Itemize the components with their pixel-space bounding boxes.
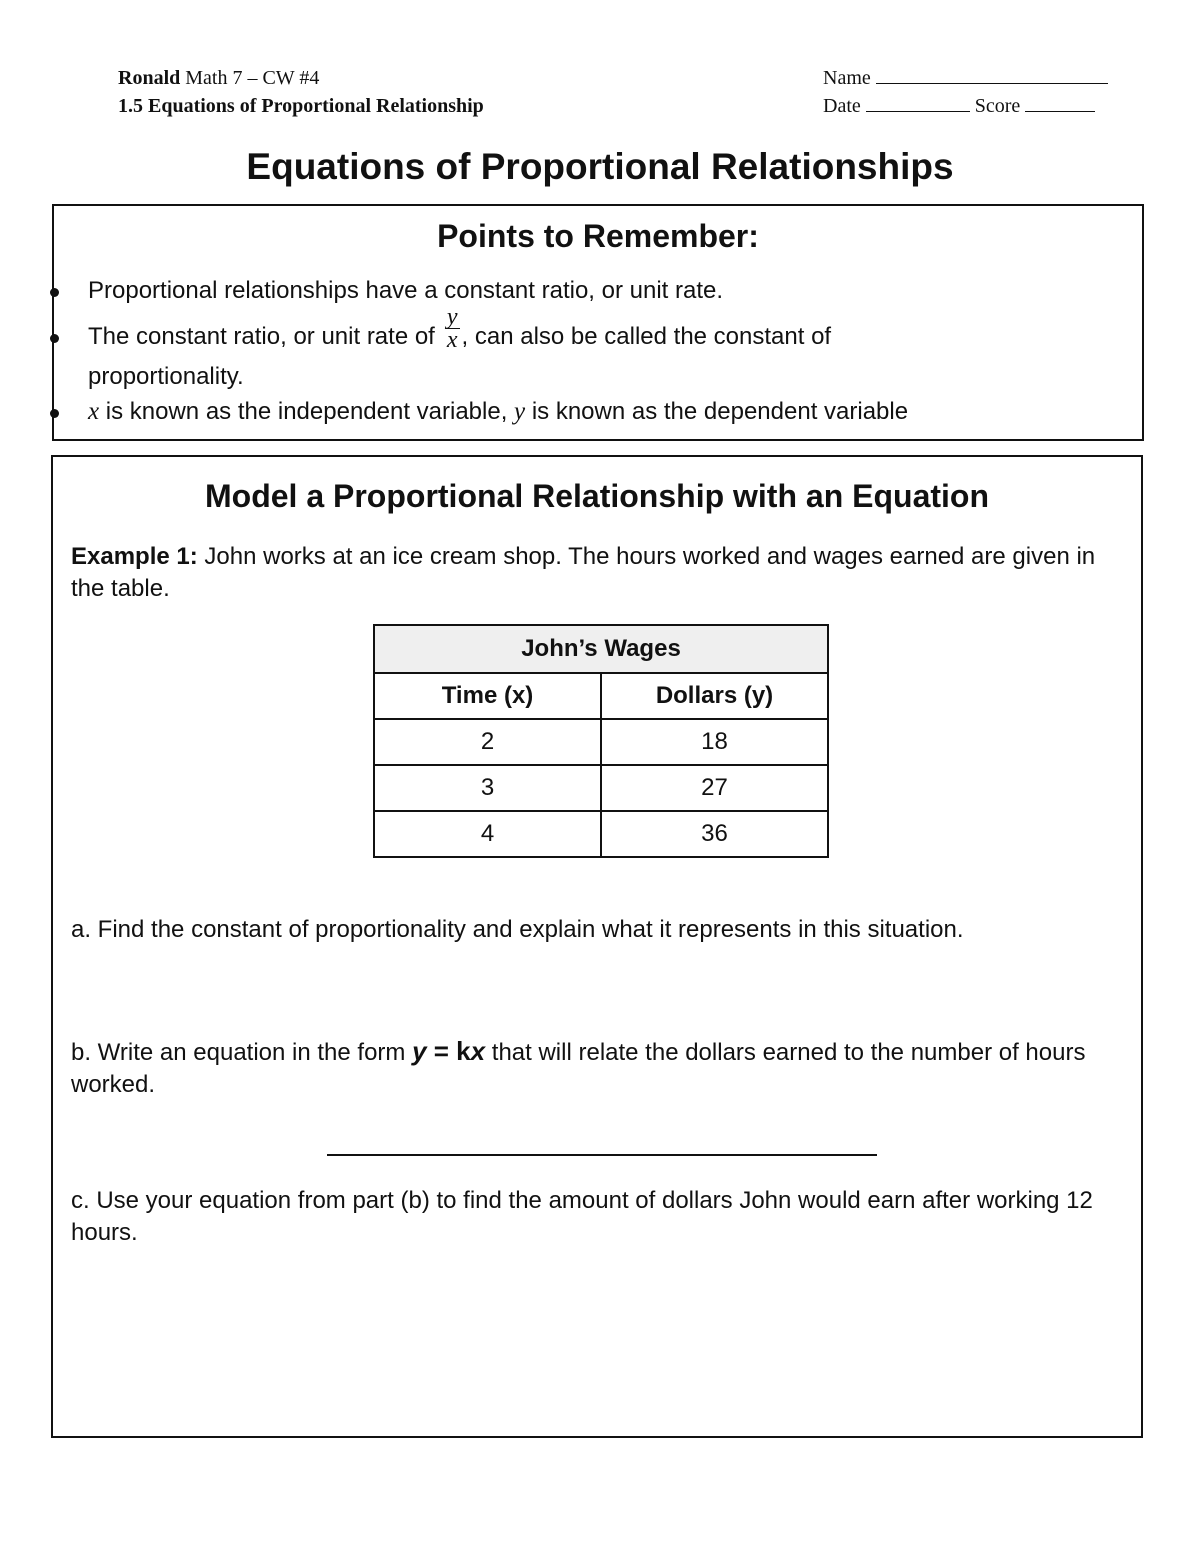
- worksheet-header-right: [823, 64, 1108, 120]
- table-cell: 3: [374, 765, 601, 811]
- fraction-denominator: x: [446, 327, 458, 354]
- fraction-numerator: y: [446, 304, 458, 331]
- bullet-dot-icon: [50, 409, 59, 418]
- column-header-time: Time (x): [374, 673, 601, 719]
- teacher-name: Ronald: [118, 67, 181, 89]
- worksheet-header-left: [118, 64, 484, 120]
- date-score-line: [823, 92, 1108, 120]
- equation-form: [412, 1036, 485, 1066]
- bullet-text: is known as the independent variable,: [99, 398, 515, 425]
- table-cell: 36: [601, 811, 828, 857]
- table-row: [374, 765, 828, 811]
- table-row: [374, 811, 828, 857]
- name-line: [823, 64, 1108, 92]
- score-field[interactable]: [1025, 93, 1095, 112]
- score-label: Score: [974, 95, 1021, 117]
- variable-x: x: [88, 398, 100, 425]
- bullet-text: The constant ratio, or unit rate of: [88, 323, 435, 350]
- bullet-dot-icon: [50, 288, 59, 297]
- bullet-text: Proportional relationships have a constant ratio, or unit rate.: [88, 277, 724, 304]
- example-paragraph: [71, 541, 1121, 605]
- course-label: Math 7 – CW #4: [185, 67, 320, 89]
- model-section-box: [51, 455, 1143, 1438]
- bullet-text: , can also be called the constant of: [461, 323, 832, 350]
- equation-y: y: [412, 1036, 427, 1066]
- table-cell: 27: [601, 765, 828, 811]
- bullet-text-continued: proportionality.: [88, 363, 244, 390]
- part-b-text: that will relate the dollars earned to the number of hours worked.: [71, 1039, 1086, 1098]
- table-cell: 2: [374, 719, 601, 765]
- part-a-question: a. Find the constant of proportionality and explain what it represents in this situation.: [71, 916, 964, 943]
- points-heading: Points to Remember:: [437, 218, 759, 254]
- example-text: John works at an ice cream shop. The hours worked and wages earned are given in the table.: [71, 543, 1096, 602]
- bullet-item: [88, 276, 1048, 306]
- part-c-question: c. Use your equation from part (b) to find the amount of dollars John would earn after working 12 hours.: [71, 1187, 1093, 1246]
- name-field[interactable]: [876, 65, 1108, 84]
- bullet-item: [88, 304, 1048, 392]
- date-label: Date: [823, 95, 861, 117]
- bullet-text: is known as the dependent variable: [525, 398, 909, 425]
- wages-table: [373, 624, 829, 858]
- part-b-text: b. Write an equation in the form: [71, 1039, 413, 1066]
- model-heading: Model a Proportional Relationship with an Equation: [204, 478, 989, 514]
- table-cell: 4: [374, 811, 601, 857]
- course-line: [118, 64, 484, 92]
- variable-y: y: [514, 398, 526, 425]
- ratio-fraction: [445, 304, 460, 354]
- bullet-item: [88, 397, 1048, 427]
- table-row: [374, 719, 828, 765]
- column-header-dollars: Dollars (y): [601, 673, 828, 719]
- page-title: Equations of Proportional Relationships: [246, 146, 954, 187]
- equation-x: x: [470, 1036, 486, 1066]
- lesson-label: 1.5 Equations of Proportional Relationship: [118, 95, 484, 117]
- bullet-dot-icon: [50, 334, 59, 343]
- date-field[interactable]: [866, 93, 970, 112]
- equation-mid: = k: [426, 1036, 471, 1066]
- name-label: Name: [823, 67, 871, 89]
- example-label: Example 1:: [71, 543, 198, 570]
- part-b-question: [71, 1035, 1121, 1101]
- table-cell: 18: [601, 719, 828, 765]
- lesson-line: [118, 92, 484, 120]
- table-caption: John’s Wages: [374, 625, 828, 673]
- answer-line[interactable]: [327, 1154, 877, 1156]
